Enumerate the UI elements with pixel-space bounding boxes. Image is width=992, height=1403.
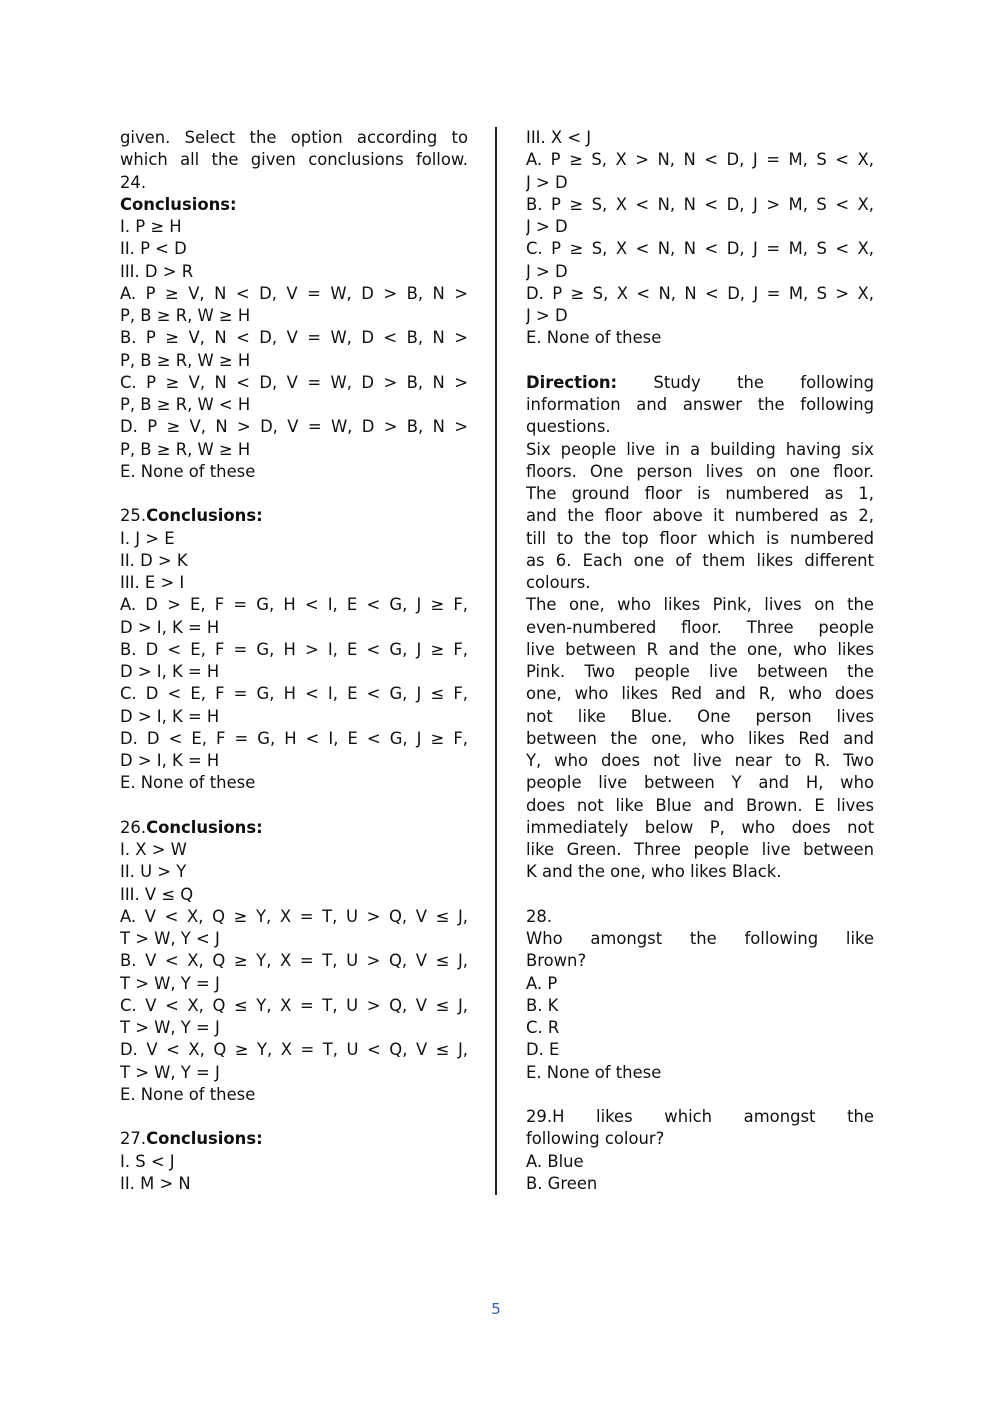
column-divider xyxy=(495,127,497,1195)
text-line xyxy=(120,750,468,772)
text-line xyxy=(526,683,874,705)
text-line xyxy=(120,906,468,928)
line-text: D. D < E, F = G, H < I, E < G, J ≥ F, xyxy=(120,728,468,748)
line-text: E. None of these xyxy=(526,1062,662,1082)
line-text: I. P ≥ H xyxy=(120,217,182,236)
text-line xyxy=(526,283,874,305)
text-line xyxy=(526,305,874,327)
line-text: T > W, Y = J xyxy=(120,1018,220,1037)
text-line xyxy=(526,1062,874,1084)
line-text: I. X > W xyxy=(120,840,187,859)
line-text: not like Blue. One person lives xyxy=(526,706,874,726)
text-line xyxy=(120,172,468,194)
text-line xyxy=(120,1084,468,1106)
text-line xyxy=(120,461,468,483)
line-text: D. P ≥ V, N > D, V = W, D > B, N > xyxy=(120,417,468,437)
line-text: A. D > E, F = G, H < I, E < G, J ≥ F, xyxy=(120,595,468,615)
line-text: even-numbered floor. Three people xyxy=(526,617,874,637)
line-text: The ground floor is numbered as 1, xyxy=(526,484,874,503)
text-line xyxy=(526,839,874,861)
text-line xyxy=(526,149,874,171)
line-text: II. M > N xyxy=(120,1173,191,1193)
text-line xyxy=(526,127,874,149)
text-line xyxy=(120,817,468,839)
text-line xyxy=(526,906,874,928)
text-line xyxy=(526,416,874,438)
text-line xyxy=(120,950,468,972)
line-text: Six people live in a building having six xyxy=(526,439,874,459)
question-number: 27. xyxy=(120,1129,147,1149)
line-text: C. P ≥ S, X < N, N < D, J = M, S < X, xyxy=(526,239,874,259)
line-text: D > I, K = H xyxy=(120,751,220,770)
text-line xyxy=(526,995,874,1017)
line-text: questions. xyxy=(526,417,611,437)
line-text: 29.H likes which amongst the xyxy=(526,1107,874,1126)
text-line xyxy=(526,461,874,483)
line-text: information and answer the following xyxy=(526,395,874,414)
line-text: B. P ≥ V, N < D, V = W, D < B, N > xyxy=(120,328,468,348)
line-text: E. None of these xyxy=(120,773,256,793)
line-text: between the one, who likes Red and xyxy=(526,728,874,748)
text-line xyxy=(120,572,468,594)
text-line xyxy=(526,661,874,683)
line-text: B. D < E, F = G, H > I, E < G, J ≥ F, xyxy=(120,639,468,659)
line-text: K and the one, who likes Black. xyxy=(526,862,782,882)
line-text: C. P ≥ V, N < D, V = W, D > B, N > xyxy=(120,372,468,392)
text-line xyxy=(120,194,468,216)
line-text: The one, who likes Pink, lives on the xyxy=(526,595,874,615)
text-line xyxy=(120,327,468,349)
text-line xyxy=(526,772,874,794)
text-line xyxy=(526,483,874,505)
line-text: immediately below P, who does not xyxy=(526,817,874,837)
text-line xyxy=(526,973,874,995)
line-text: J > D xyxy=(526,172,568,192)
line-text: II. D > K xyxy=(120,550,188,570)
line-text: E. None of these xyxy=(120,461,256,481)
text-line xyxy=(526,439,874,461)
text-line xyxy=(120,528,468,550)
line-text: Y, who does not live near to R. Two xyxy=(526,751,874,770)
page-number: 5 xyxy=(491,1300,501,1318)
text-line xyxy=(120,238,468,260)
text-line xyxy=(120,372,468,394)
text-line xyxy=(526,594,874,616)
bold-label: Conclusions: xyxy=(146,1129,263,1149)
text-line xyxy=(120,1017,468,1039)
line-text: D > I, K = H xyxy=(120,706,220,726)
left-column xyxy=(120,127,468,1195)
line-text: P, B ≥ R, W < H xyxy=(120,395,251,414)
line-text: C. V < X, Q ≤ Y, X = T, U > Q, V ≤ J, xyxy=(120,995,468,1015)
line-text: Who amongst the following like xyxy=(526,929,874,948)
line-text: T > W, Y = J xyxy=(120,1062,220,1082)
bold-label: Direction: xyxy=(526,372,618,392)
text-line xyxy=(120,283,468,305)
text-line xyxy=(526,216,874,238)
text-line xyxy=(120,661,468,683)
text-line xyxy=(526,617,874,639)
text-line xyxy=(120,973,468,995)
text-line xyxy=(120,706,468,728)
line-text: P, B ≥ R, W ≥ H xyxy=(120,439,251,459)
line-text: T > W, Y < J xyxy=(120,929,220,948)
line-text: Brown? xyxy=(526,951,587,971)
text-line xyxy=(526,327,874,349)
line-text: like Green. Three people live between xyxy=(526,840,874,859)
text-line xyxy=(526,172,874,194)
line-text: and the floor above it numbered as 2, xyxy=(526,506,874,526)
text-line xyxy=(526,1173,874,1195)
text-line xyxy=(526,861,874,883)
line-text: Pink. Two people live between the xyxy=(526,662,874,681)
text-line xyxy=(526,1151,874,1173)
line-text: given. Select the option according to xyxy=(120,128,468,147)
line-text: J > D xyxy=(526,217,568,236)
text-line xyxy=(120,639,468,661)
line-text: J > D xyxy=(526,261,568,281)
text-line xyxy=(526,1128,874,1150)
text-line xyxy=(120,1173,468,1195)
text-line xyxy=(120,928,468,950)
line-text: I. J > E xyxy=(120,528,175,548)
text-line xyxy=(526,572,874,594)
text-line xyxy=(526,505,874,527)
bold-label: Conclusions: xyxy=(146,817,263,837)
text-line xyxy=(120,1062,468,1084)
line-text: A. P ≥ S, X > N, N < D, J = M, S < X, xyxy=(526,150,874,170)
blank-line xyxy=(120,1106,468,1128)
line-text: III. E > I xyxy=(120,573,185,592)
text-line xyxy=(526,1039,874,1061)
text-line xyxy=(120,439,468,461)
text-line xyxy=(526,1106,874,1128)
line-text: I. S < J xyxy=(120,1151,175,1171)
text-line xyxy=(120,728,468,750)
text-line xyxy=(120,261,468,283)
line-text: E. None of these xyxy=(120,1084,256,1104)
line-text: E. None of these xyxy=(526,328,662,348)
text-line xyxy=(120,995,468,1017)
line-text: 24. xyxy=(120,172,147,192)
line-text: till to the top floor which is numbered xyxy=(526,528,874,548)
line-text: C. R xyxy=(526,1018,560,1037)
line-text: D > I, K = H xyxy=(120,617,220,637)
line-text: Study the following xyxy=(617,372,874,392)
text-line xyxy=(120,550,468,572)
text-line xyxy=(120,683,468,705)
line-text: D. E xyxy=(526,1040,560,1060)
text-line xyxy=(526,194,874,216)
text-line xyxy=(526,528,874,550)
line-text: A. P ≥ V, N < D, V = W, D > B, N > xyxy=(120,283,468,303)
line-text: live between R and the one, who likes xyxy=(526,639,874,659)
line-text: as 6. Each one of them likes different xyxy=(526,550,874,570)
line-text: J > D xyxy=(526,306,568,325)
right-column xyxy=(526,127,874,1195)
text-line xyxy=(120,594,468,616)
question-number: 25. xyxy=(120,506,147,526)
line-text: II. P < D xyxy=(120,239,187,259)
bold-label: Conclusions: xyxy=(120,194,237,214)
blank-line xyxy=(526,884,874,906)
line-text: A. Blue xyxy=(526,1151,584,1171)
text-line xyxy=(526,706,874,728)
text-line xyxy=(526,950,874,972)
question-number: 26. xyxy=(120,817,147,837)
line-text: floors. One person lives on one floor. xyxy=(526,461,874,481)
line-text: B. V < X, Q ≥ Y, X = T, U > Q, V ≤ J, xyxy=(120,951,468,971)
text-line xyxy=(120,1039,468,1061)
text-line xyxy=(120,617,468,639)
text-line xyxy=(120,1128,468,1150)
text-line xyxy=(526,795,874,817)
line-text: III. V ≤ Q xyxy=(120,884,194,904)
text-line xyxy=(120,149,468,171)
text-line xyxy=(120,505,468,527)
line-text: colours. xyxy=(526,573,591,592)
text-line xyxy=(526,1017,874,1039)
line-text: one, who likes Red and R, who does xyxy=(526,684,874,704)
blank-line xyxy=(526,1084,874,1106)
text-line xyxy=(526,928,874,950)
text-line xyxy=(526,394,874,416)
text-line xyxy=(120,884,468,906)
text-line xyxy=(120,305,468,327)
text-line xyxy=(526,238,874,260)
text-line xyxy=(120,216,468,238)
text-line xyxy=(526,728,874,750)
line-text: C. D < E, F = G, H < I, E < G, J ≤ F, xyxy=(120,684,468,704)
text-line xyxy=(526,750,874,772)
line-text: III. X < J xyxy=(526,128,592,147)
line-text: A. V < X, Q ≥ Y, X = T, U > Q, V ≤ J, xyxy=(120,906,468,926)
line-text: III. D > R xyxy=(120,261,194,281)
blank-line xyxy=(526,350,874,372)
blank-line xyxy=(120,795,468,817)
text-line xyxy=(120,127,468,149)
line-text: D. V < X, Q ≥ Y, X = T, U < Q, V ≤ J, xyxy=(120,1040,468,1060)
line-text: D > I, K = H xyxy=(120,662,220,681)
text-line xyxy=(120,839,468,861)
line-text: B. K xyxy=(526,995,559,1015)
line-text: P, B ≥ R, W ≥ H xyxy=(120,306,251,325)
text-line xyxy=(526,550,874,572)
text-line xyxy=(120,394,468,416)
line-text: 28. xyxy=(526,906,553,926)
text-line xyxy=(120,772,468,794)
line-text: A. P xyxy=(526,973,558,993)
blank-line xyxy=(120,483,468,505)
line-text: T > W, Y = J xyxy=(120,973,220,993)
line-text: B. P ≥ S, X < N, N < D, J > M, S < X, xyxy=(526,194,874,214)
line-text: following colour? xyxy=(526,1129,665,1149)
text-line xyxy=(526,372,874,394)
text-line xyxy=(120,1151,468,1173)
text-line xyxy=(526,639,874,661)
text-line xyxy=(526,817,874,839)
line-text: P, B ≥ R, W ≥ H xyxy=(120,350,251,370)
line-text: B. Green xyxy=(526,1173,598,1193)
line-text: II. U > Y xyxy=(120,862,187,882)
text-line xyxy=(526,261,874,283)
bold-label: Conclusions: xyxy=(146,506,263,526)
text-line xyxy=(120,861,468,883)
line-text: D. P ≥ S, X < N, N < D, J = M, S > X, xyxy=(526,283,874,303)
text-line xyxy=(120,416,468,438)
text-line xyxy=(120,350,468,372)
line-text: people live between Y and H, who xyxy=(526,773,874,793)
line-text: which all the given conclusions follow. xyxy=(120,150,468,170)
line-text: does not like Blue and Brown. E lives xyxy=(526,795,874,815)
